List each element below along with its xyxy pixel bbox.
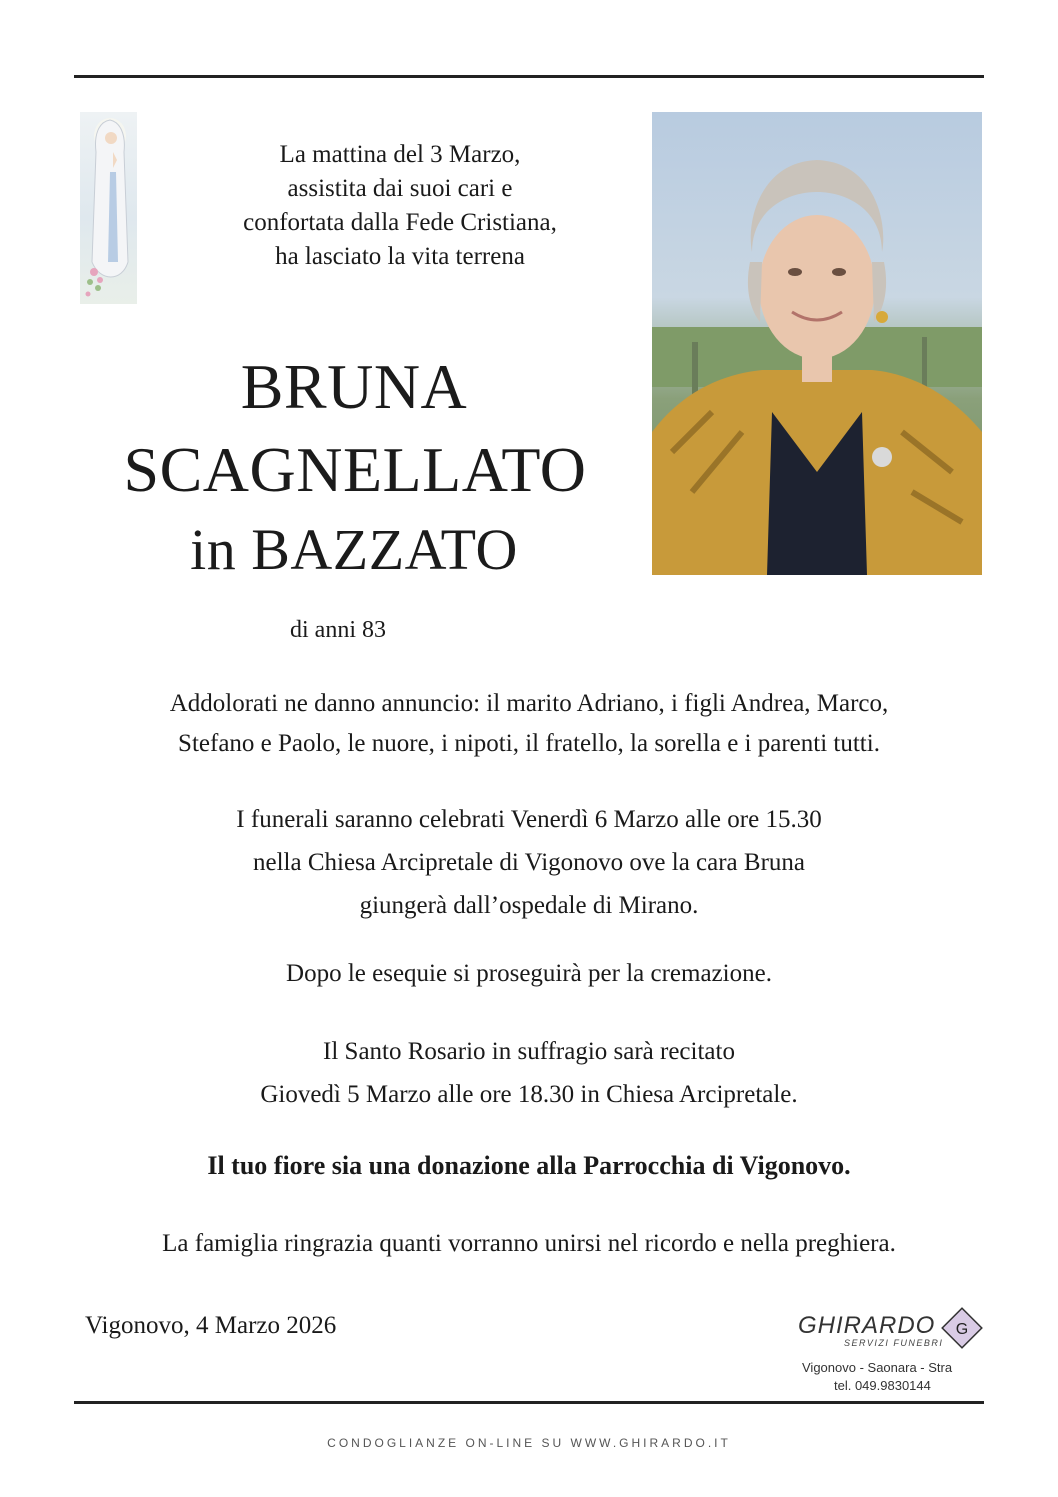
funeral-line: giungerà dall’ospedale di Mirano. [359, 892, 699, 919]
rosary-line: Il Santo Rosario in suffragio sarà recitato [323, 1038, 735, 1065]
cremation-paragraph: Dopo le esequie si proseguirà per la cremazione. [286, 960, 772, 987]
announcement-paragraph [40, 684, 1018, 764]
rosary-line: Giovedì 5 Marzo alle ore 18.30 in Chiesa Arcipretale. [260, 1081, 798, 1108]
intro-line: La mattina del 3 Marzo, [279, 141, 521, 168]
funeral-paragraph [40, 798, 1018, 927]
madonna-figure-icon [80, 112, 137, 304]
logo-diamond-g-icon [940, 1306, 984, 1350]
logo-phone: tel. 049.9830144 [834, 1378, 931, 1393]
deceased-last-name: SCAGNELLATO [123, 434, 587, 505]
bottom-rule [74, 1401, 984, 1404]
logo-subtitle: SERVIZI FUNEBRI [844, 1338, 944, 1348]
deceased-married-name: in BAZZATO [190, 517, 518, 582]
intro-line: assistita dai suoi cari e [287, 175, 513, 202]
deceased-age: di anni 83 [290, 617, 386, 643]
funeral-line: nella Chiesa Arcipretale di Vigonovo ove la cara Bruna [252, 849, 805, 876]
intro-line: confortata dalla Fede Cristiana, [243, 209, 557, 236]
thanks-paragraph: La famiglia ringrazia quanti vorranno unirsi nel ricordo e nella preghiera. [162, 1230, 896, 1257]
logo-name: GHIRARDO [798, 1312, 936, 1339]
madonna-holy-card-image [80, 112, 137, 304]
footer-condolences-link[interactable]: CONDOGLIANZE ON-LINE SU WWW.GHIRARDO.IT [327, 1436, 731, 1450]
announcement-line: Stefano e Paolo, le nuore, i nipoti, il fratello, la sorella e i parenti tutti. [178, 730, 880, 757]
flower-donation-note: Il tuo fiore sia una donazione alla Parrocchia di Vigonovo. [207, 1151, 851, 1180]
logo-places: Vigonovo - Saonara - Stra [802, 1360, 953, 1375]
place-date: Vigonovo, 4 Marzo 2026 [85, 1312, 337, 1339]
deceased-first-name: BRUNA [240, 351, 468, 422]
top-rule [74, 75, 984, 78]
logo-mark: G [955, 1321, 969, 1338]
announcement-line: Addolorati ne danno annuncio: il marito Adriano, i figli Andrea, Marco, [169, 690, 889, 717]
intro-line: ha lasciato la vita terrena [275, 243, 525, 270]
portrait-photo [652, 112, 982, 575]
funeral-line: I funerali saranno celebrati Venerdì 6 Marzo alle ore 15.30 [236, 806, 822, 833]
portrait-figure-icon [652, 112, 982, 575]
intro-text [195, 138, 605, 274]
rosary-paragraph [40, 1030, 1018, 1116]
ghirardo-logo [790, 1302, 990, 1397]
